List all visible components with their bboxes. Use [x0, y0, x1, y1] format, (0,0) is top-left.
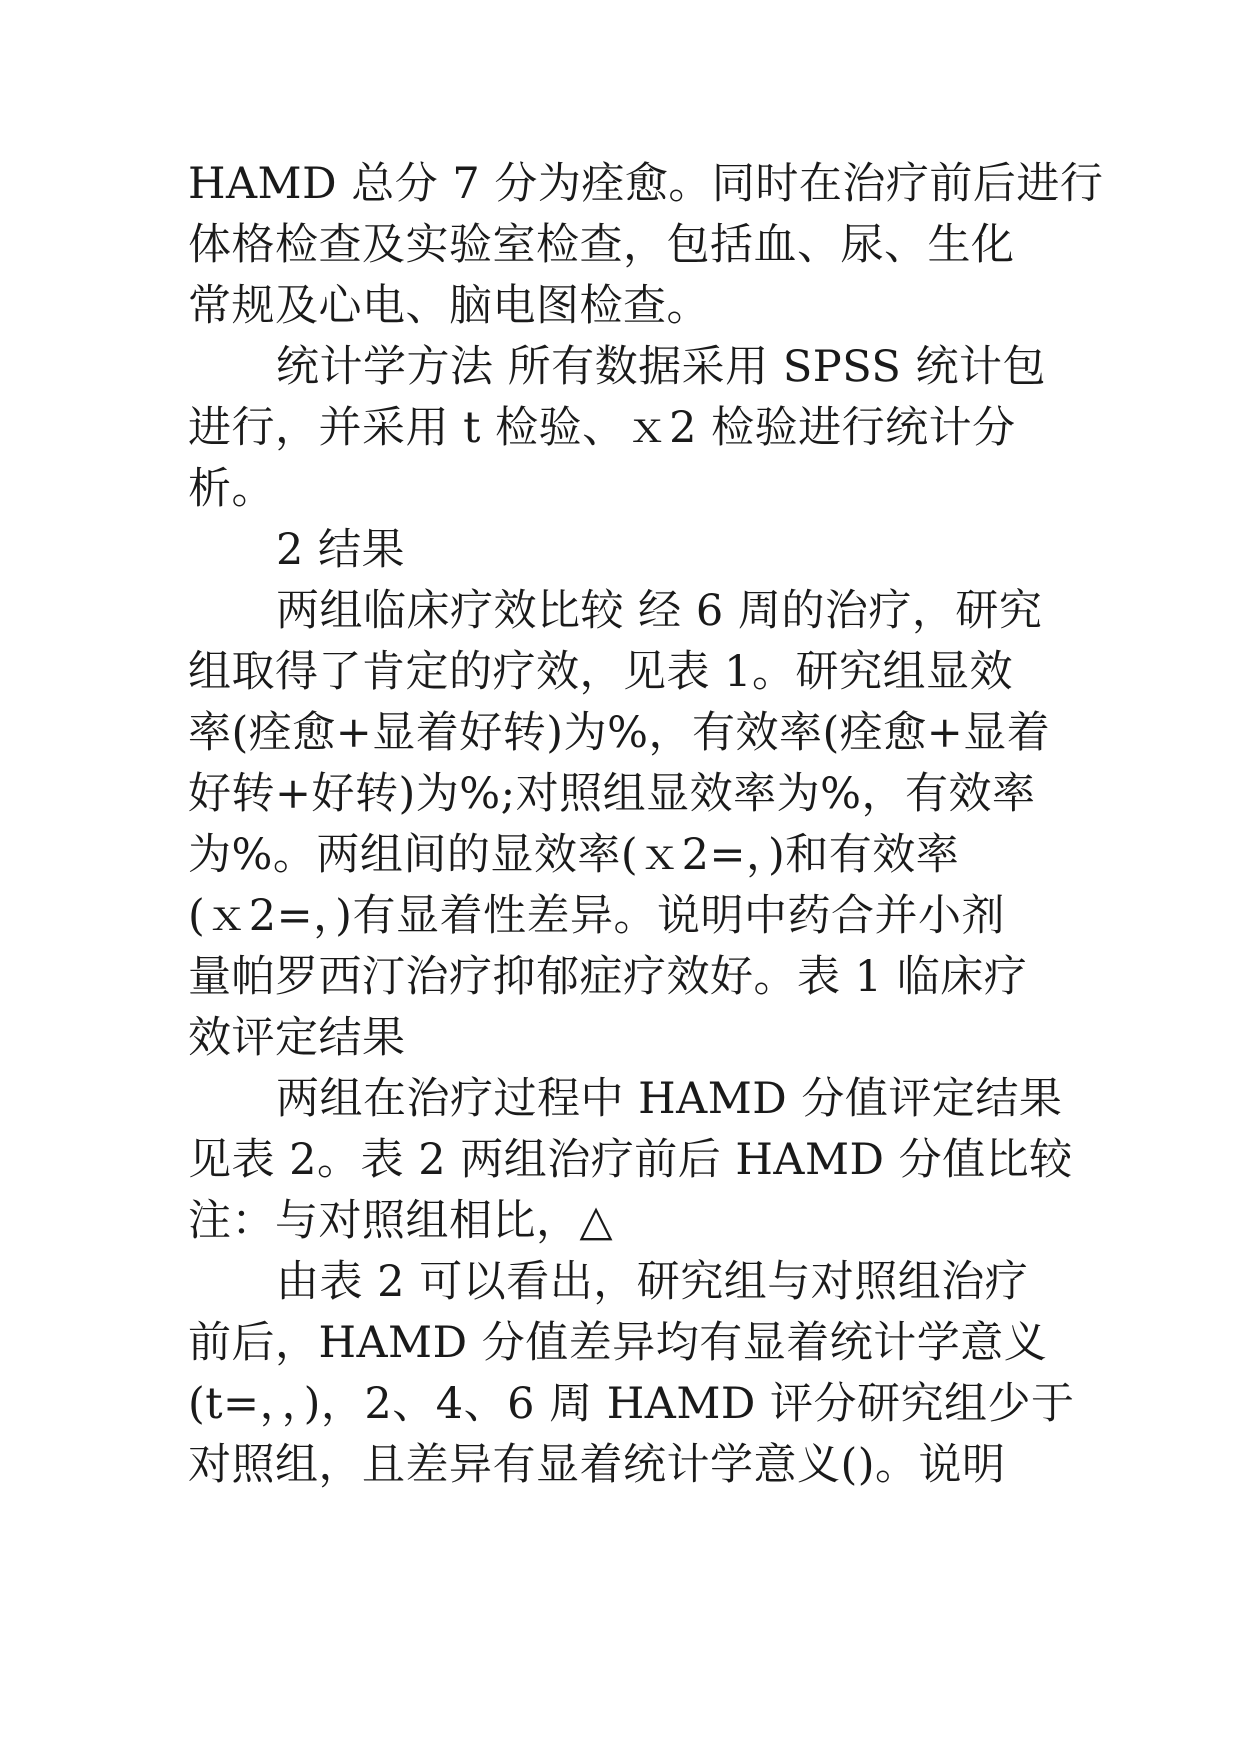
text-line: 效评定结果	[188, 1013, 406, 1063]
paragraph-first-line: 两组在治疗过程中 HAMD 分值评定结果	[276, 1074, 1063, 1124]
text-line: 为%。两组间的显效率(ｘ2=，)和有效率	[188, 830, 960, 880]
paragraph-first-line: 统计学方法 所有数据采用 SPSS 统计包	[276, 342, 1047, 392]
paragraph-first-line: 两组临床疗效比较 经 6 周的治疗，研究	[276, 586, 1043, 636]
text-line: 组取得了肯定的疗效，见表 1。研究组显效	[188, 647, 1014, 697]
text-line: 见表 2。表 2 两组治疗前后 HAMD 分值比较	[188, 1135, 1073, 1185]
text-line: 注：与对照组相比，△	[188, 1196, 614, 1246]
document-body	[188, 154, 1104, 1496]
paragraph-first-line: 由表 2 可以看出，研究组与对照组治疗	[276, 1257, 1029, 1307]
text-line: 前后，HAMD 分值差异均有显着统计学意义	[188, 1318, 1048, 1368]
section-heading: 2 结果	[276, 525, 406, 575]
text-line: 量帕罗西汀治疗抑郁症疗效好。表 1 临床疗	[188, 952, 1028, 1002]
text-line: 好转+好转)为%;对照组显效率为%，有效率	[188, 769, 1036, 819]
text-line: (ｘ2=，)有显着性差异。说明中药合并小剂	[188, 891, 1005, 941]
text-line: 体格检查及实验室检查，包括血、尿、生化	[188, 220, 1015, 270]
text-line: 率(痊愈+显着好转)为%，有效率(痊愈+显着	[188, 708, 1051, 758]
text-line: 析。	[188, 464, 275, 514]
text-line: (t=，，)，2、4、6 周 HAMD 评分研究组少于	[188, 1379, 1075, 1429]
text-line: 常规及心电、脑电图检查。	[188, 281, 710, 331]
text-line: HAMD 总分 7 分为痊愈。同时在治疗前后进行	[188, 159, 1104, 209]
text-line: 进行，并采用 t 检验、ｘ2 检验进行统计分	[188, 403, 1016, 453]
text-line: 对照组，且差异有显着统计学意义()。说明	[188, 1440, 1006, 1490]
